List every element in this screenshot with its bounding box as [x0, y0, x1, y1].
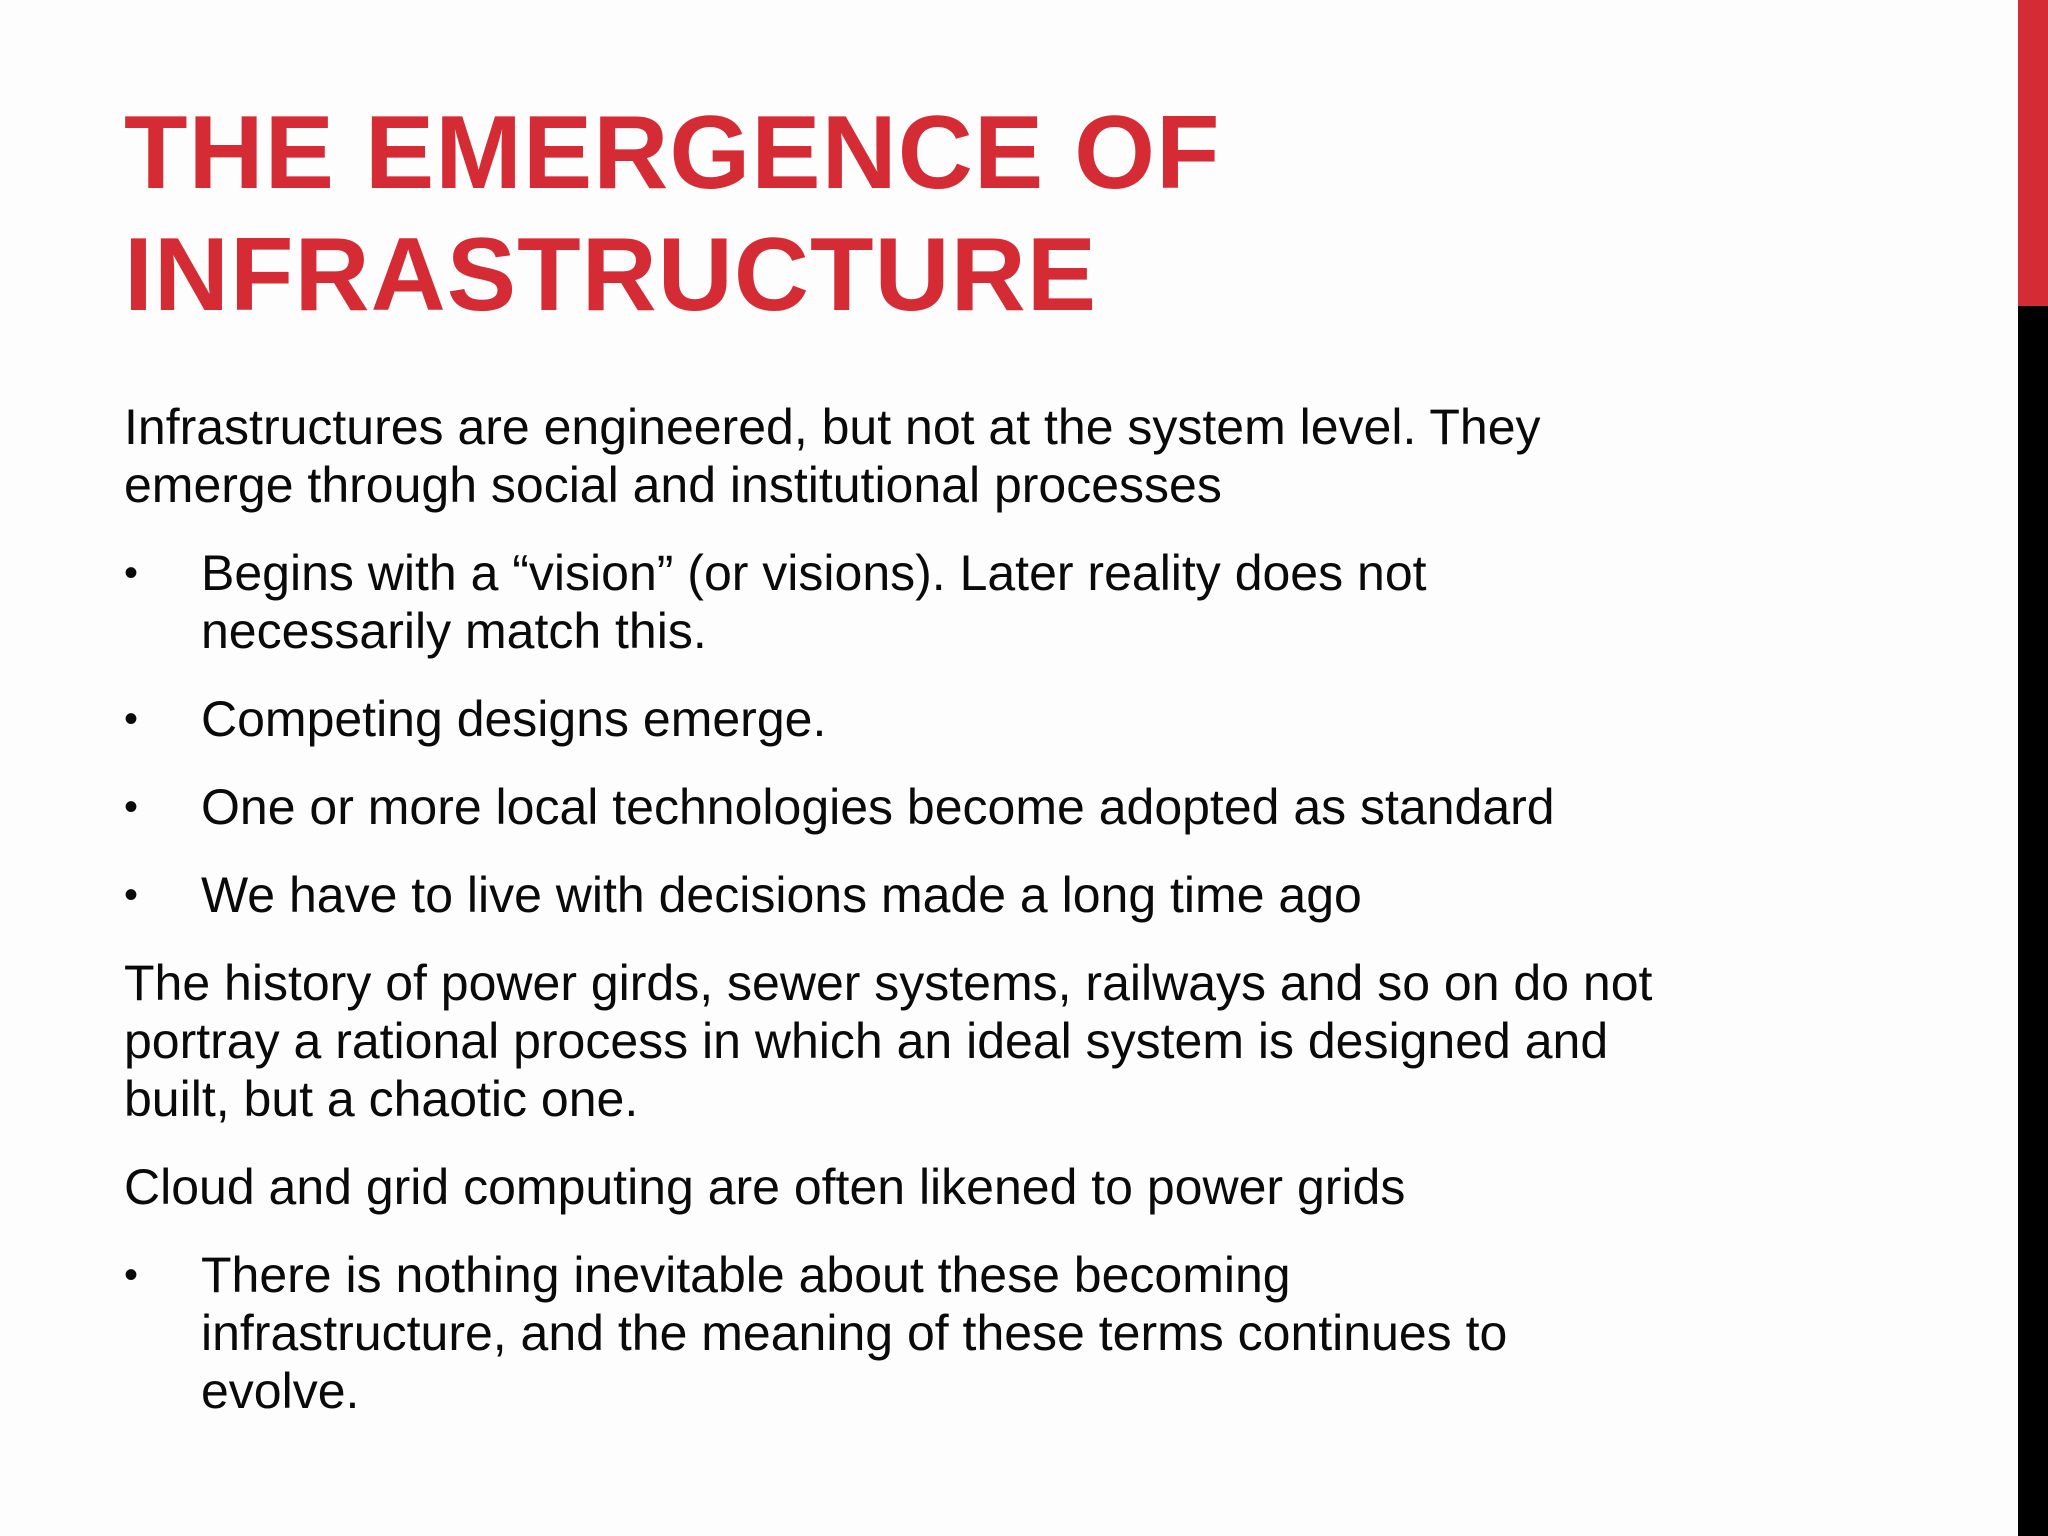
- bullet-icon: •: [124, 1253, 139, 1297]
- text-line: infrastructure, and the meaning of these terms continues to: [201, 1305, 1508, 1361]
- bullet-icon: •: [124, 873, 139, 917]
- text-line: Infrastructures are engineered, but not at the system level. They: [124, 399, 1541, 455]
- bullet-item: [124, 544, 1924, 660]
- intro-paragraph: [124, 398, 1924, 514]
- text-line: The history of power girds, sewer systems, railways and so on do not: [124, 955, 1653, 1011]
- title-line: INFRASTRUCTURE: [124, 217, 1098, 333]
- bullet-item: [124, 778, 1924, 836]
- text-line: necessarily match this.: [201, 603, 707, 659]
- text-line: Cloud and grid computing are often likened to power grids: [124, 1159, 1406, 1215]
- history-paragraph: [124, 954, 1924, 1128]
- slide-body: [124, 398, 1924, 1450]
- bullet-icon: •: [124, 697, 139, 741]
- accent-bar-black: [2018, 306, 2048, 1536]
- text-line: evolve.: [201, 1363, 360, 1419]
- text-line: We have to live with decisions made a long time ago: [201, 867, 1362, 923]
- text-line: portray a rational process in which an ideal system is designed and: [124, 1013, 1609, 1069]
- text-line: One or more local technologies become adopted as standard: [201, 779, 1555, 835]
- cloud-paragraph: [124, 1158, 1924, 1216]
- bullet-icon: •: [124, 551, 139, 595]
- bullet-item: [124, 866, 1924, 924]
- title-line: THE EMERGENCE OF: [124, 95, 1221, 211]
- accent-bar-red: [2018, 0, 2048, 306]
- slide-title: [124, 92, 1524, 336]
- text-line: built, but a chaotic one.: [124, 1071, 639, 1127]
- text-line: There is nothing inevitable about these becoming: [201, 1247, 1291, 1303]
- bullet-icon: •: [124, 785, 139, 829]
- text-line: Begins with a “vision” (or visions). Later reality does not: [201, 545, 1427, 601]
- text-line: Competing designs emerge.: [201, 691, 827, 747]
- text-line: emerge through social and institutional processes: [124, 457, 1222, 513]
- bullet-item: [124, 1246, 1924, 1420]
- bullet-item: [124, 690, 1924, 748]
